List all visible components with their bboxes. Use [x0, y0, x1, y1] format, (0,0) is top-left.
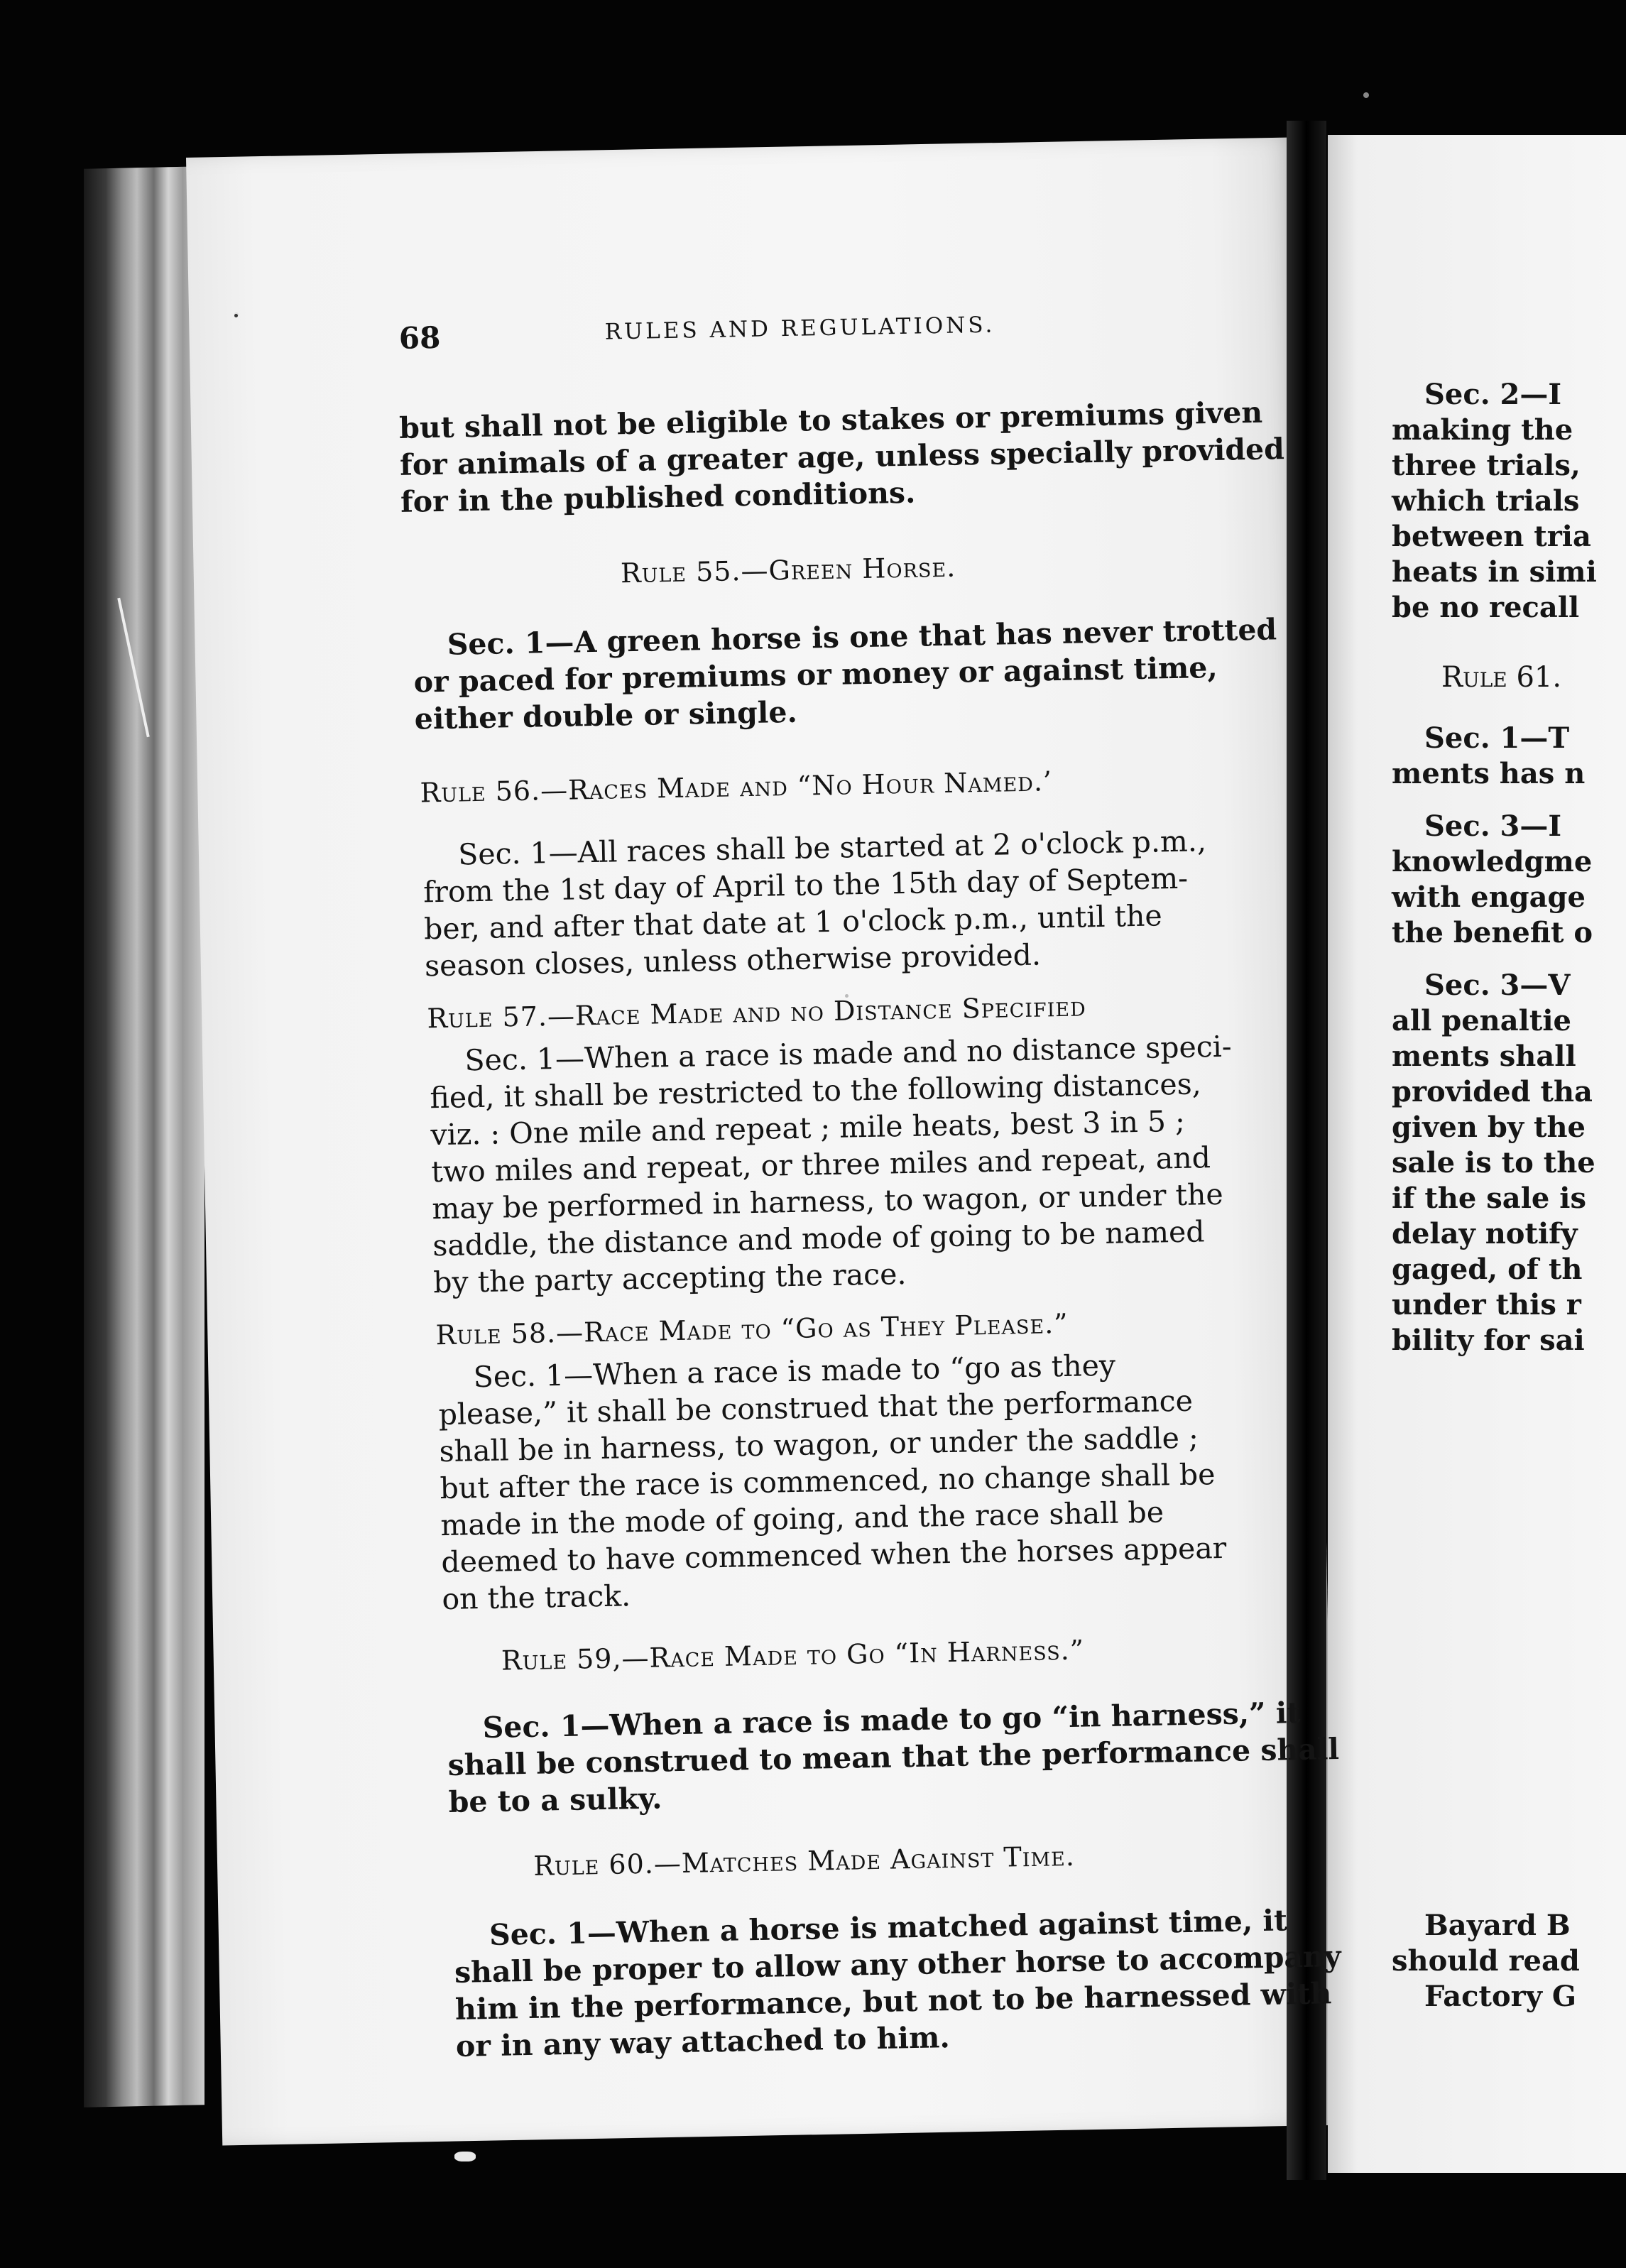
- text-line: or in any way attached to him.: [455, 2020, 951, 2063]
- text-line: Sec. 1—When a race is made to “go as they: [473, 1348, 1116, 1395]
- text-line: gaged, of th: [1392, 1253, 1583, 1286]
- text-line: Sec. 3—V: [1424, 969, 1571, 1002]
- rule-heading: Rule 57.—Race Made and no Distance Specified: [427, 991, 1087, 1035]
- text-line: Sec. 1—When a race is made and no distance speci-: [464, 1029, 1233, 1078]
- rule-heading: Rule 58.—Race Made to “Go as They Please.”: [435, 1307, 1069, 1351]
- rule-heading: Rule 61.: [1441, 661, 1562, 694]
- text-line: made in the mode of going, and the race shall be: [440, 1495, 1164, 1543]
- text-line: shall be construed to mean that the performance shall: [447, 1732, 1340, 1782]
- running-head: RULES AND REGULATIONS.: [604, 312, 995, 345]
- text-line: but shall not be eligible to stakes or premiums given: [398, 395, 1263, 445]
- text-line: fied, it shall be restricted to the following distances,: [430, 1067, 1202, 1116]
- text-line: by the party accepting the race.: [432, 1257, 907, 1300]
- text-line: Sec. 1—T: [1424, 721, 1570, 755]
- text-line: Sec. 3—I: [1424, 809, 1562, 843]
- text-line: Sec. 1—A green horse is one that has never trotted: [447, 612, 1277, 662]
- text-line: for animals of a greater age, unless specially provided: [399, 432, 1285, 482]
- text-line: knowledgme: [1392, 845, 1593, 878]
- text-line: between tria: [1392, 520, 1591, 553]
- text-line: with engage: [1392, 881, 1586, 914]
- text-line: two miles and repeat, or three miles and repeat, and: [430, 1140, 1211, 1189]
- text-line: bility for sai: [1392, 1324, 1585, 1357]
- text-line: or paced for premiums or money or against time,: [413, 650, 1218, 699]
- text-line: if the sale is: [1392, 1182, 1586, 1215]
- page-number: 68: [398, 320, 441, 356]
- text-line: from the 1st day of April to the 15th day of Septem-: [422, 861, 1189, 910]
- text-line: be to a sulky.: [448, 1781, 662, 1819]
- text-line: Factory G: [1424, 1980, 1577, 2013]
- rule-heading: Rule 60.—Matches Made Against Time.: [533, 1840, 1076, 1882]
- text-line: deemed to have commenced when the horses appear: [441, 1530, 1227, 1580]
- text-line: him in the performance, but not to be harnessed with: [454, 1976, 1332, 2027]
- text-line: the benefit o: [1392, 916, 1593, 949]
- text-line: Sec. 1—When a race is made to go “in harness,” it: [482, 1695, 1301, 1745]
- text-line: please,” it shall be construed that the performance: [438, 1383, 1194, 1432]
- rule-heading: Rule 56.—Races Made and “No Hour Named.’: [420, 765, 1053, 809]
- text-line: Bayard B: [1424, 1909, 1571, 1942]
- text-line: ments has n: [1392, 757, 1586, 790]
- text-line: which trials: [1392, 484, 1580, 518]
- text-line: Sec. 2—I: [1424, 378, 1562, 411]
- text-line: delay notify: [1392, 1217, 1578, 1250]
- text-line: Sec. 1—When a horse is matched against time, it: [489, 1903, 1288, 1952]
- text-line: but after the race is commenced, no change shall be: [440, 1457, 1216, 1506]
- text-line: viz. : One mile and repeat ; mile heats, best 3 in 5 ;: [430, 1103, 1186, 1152]
- text-line: season closes, unless otherwise provided.: [424, 937, 1042, 983]
- text-line: ber, and after that date at 1 o'clock p.m., until the: [423, 898, 1163, 947]
- text-line: for in the published conditions.: [400, 475, 916, 519]
- text-line: on the track.: [442, 1579, 631, 1617]
- text-line: ments shall: [1392, 1040, 1576, 1073]
- text-line: may be performed in harness, to wagon, or under the: [431, 1177, 1224, 1226]
- text-line: three trials,: [1392, 449, 1581, 482]
- text-line: given by the: [1392, 1111, 1586, 1144]
- text-line: sale is to the: [1392, 1146, 1595, 1179]
- text-line: should read: [1392, 1944, 1580, 1978]
- text-line: shall be proper to allow any other horse to accompany: [454, 1939, 1342, 1990]
- text-line: either double or single.: [414, 694, 798, 736]
- text-line: shall be in harness, to wagon, or under the saddle ;: [439, 1420, 1199, 1469]
- text-line: be no recall: [1392, 591, 1580, 624]
- text-line: saddle, the distance and mode of going to be named: [432, 1214, 1205, 1263]
- text-line: heats in simi: [1392, 555, 1597, 589]
- rule-heading: Rule 55.—Green Horse.: [620, 551, 956, 589]
- text-line: provided tha: [1392, 1075, 1593, 1108]
- rule-heading: Rule 59,—Race Made to Go “In Harness.”: [501, 1634, 1085, 1677]
- text-line: making the: [1392, 413, 1573, 447]
- text-line: all penaltie: [1392, 1004, 1571, 1037]
- text-line: Sec. 1—All races shall be started at 2 o'clock p.m.,: [457, 824, 1207, 872]
- text-line: under this r: [1392, 1288, 1581, 1321]
